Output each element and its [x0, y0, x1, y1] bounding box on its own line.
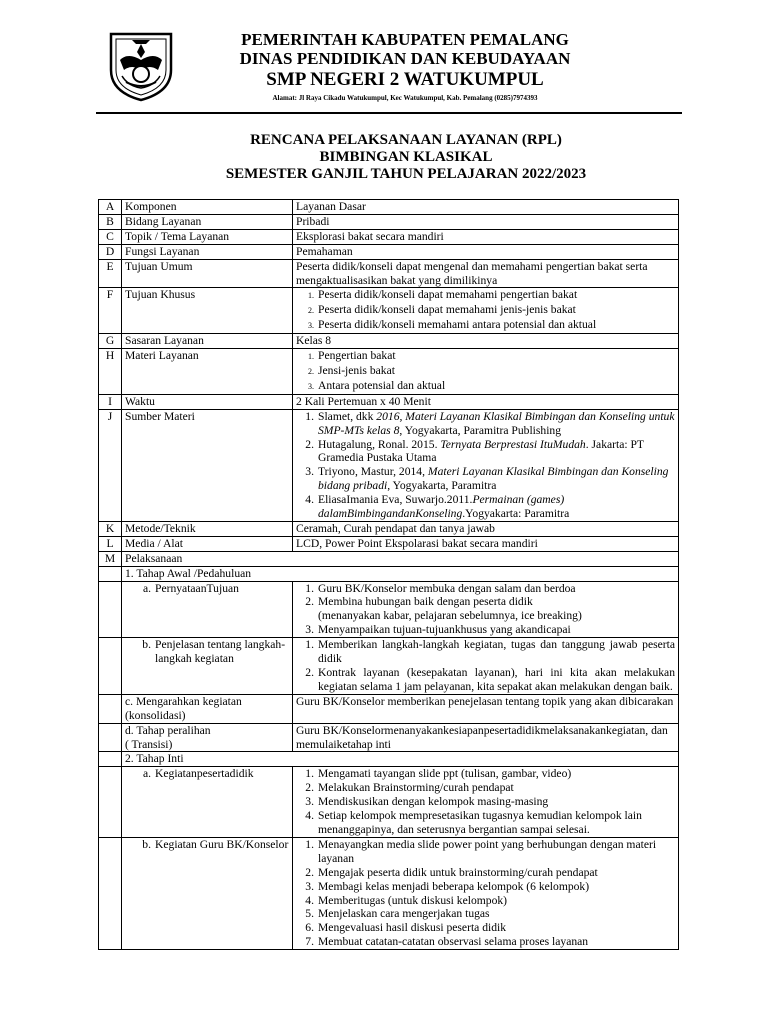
table-row	[99, 409, 679, 521]
list-item	[296, 880, 675, 894]
row-code: G	[99, 334, 122, 349]
table-row	[99, 723, 679, 752]
step-items	[293, 581, 679, 638]
reference-item	[296, 493, 675, 521]
list-text: Membagi kelas menjadi beberapa kelompok (6 kelompok)	[318, 879, 590, 893]
list-item	[296, 767, 675, 781]
step-label-text: Kegiatan Guru BK/Konselor	[155, 837, 289, 851]
list-number: 1.	[305, 638, 314, 652]
list-item	[296, 907, 675, 921]
list-text: Pengertian bakat	[318, 349, 396, 363]
rpl-table	[98, 199, 679, 950]
row-label: Pelaksanaan	[122, 551, 679, 566]
table-row	[99, 229, 679, 244]
list-number: 2.	[308, 366, 314, 376]
list-number: 2.	[305, 781, 314, 795]
row-value: Peserta didik/konseli dapat mengenal dan memahami pengertian bakat serta mengaktualisasikan bakat yang dimilikinya	[293, 259, 679, 288]
letterhead-line1: PEMERINTAH KABUPATEN PEMALANG	[241, 30, 569, 49]
list-number: 4.	[305, 493, 314, 507]
title-line3: SEMESTER GANJIL TAHUN PELAJARAN 2022/2023	[225, 166, 587, 182]
list-item	[296, 838, 675, 866]
row-label: Tujuan Khusus	[122, 288, 293, 334]
row-label: Media / Alat	[122, 536, 293, 551]
list-item	[296, 609, 675, 623]
step-label-text: PernyataanTujuan	[155, 581, 239, 595]
table-row	[99, 259, 679, 288]
list-text: Kontrak layanan (kesepakatan layanan), hari ini kita akan melakukan kegiatan selama 1 jam pelayanan, kita sepakat akan melakukan dengan baik.	[318, 666, 675, 693]
title-line2: BIMBINGAN KLASIKAL	[319, 149, 493, 165]
step-label-text: Penjelasan tentang langkah-langkah kegiatan	[155, 638, 286, 666]
row-value: Kelas 8	[293, 334, 679, 349]
table-row	[99, 694, 679, 723]
step-label	[122, 694, 293, 723]
reference-item	[296, 438, 675, 466]
step-items	[293, 767, 679, 838]
list-item	[296, 921, 675, 935]
reference-publisher: , Yogyakarta, Paramitra	[387, 479, 497, 493]
row-value	[293, 349, 679, 395]
table-row	[99, 536, 679, 551]
row-value	[293, 409, 679, 521]
reference-title: Materi Layanan Klasikal Bimbingan dan Konseling bidang pribadi	[318, 465, 669, 493]
row-code: B	[99, 214, 122, 229]
row-code: L	[99, 536, 122, 551]
list-text: Jensi-jenis bakat	[318, 363, 395, 377]
row-code: J	[99, 409, 122, 521]
list-text: (menanyakan kabar, pelajaran sebelumnya, ice breaking)	[318, 609, 582, 623]
reference-author: Hutagalung, Ronal. 2015.	[318, 437, 441, 451]
table-row	[99, 200, 679, 215]
step-label-item	[125, 838, 289, 852]
row-label: Materi Layanan	[122, 349, 293, 395]
list-item	[296, 364, 675, 379]
list-number: 1.	[308, 291, 314, 301]
phase-heading: 1. Tahap Awal /Pedahuluan	[122, 566, 679, 581]
letterhead-line2: DINAS PENDIDIKAN DAN KEBUDAYAAN	[239, 49, 571, 68]
list-number	[296, 609, 318, 623]
table-row	[99, 837, 679, 949]
title-line1: RENCANA PELAKSANAAN LAYANAN (RPL)	[250, 132, 562, 148]
list-number: 3.	[308, 321, 314, 331]
row-value	[293, 288, 679, 334]
table-row	[99, 581, 679, 638]
list-number: 3.	[305, 879, 314, 893]
step-label-item	[125, 767, 289, 781]
list-number: 2.	[305, 437, 314, 451]
list-number: 1.	[305, 837, 314, 851]
list-item	[296, 666, 675, 694]
letterhead	[180, 30, 630, 102]
list-text: Mengajak peserta didik untuk brainstorming/curah pendapat	[318, 865, 598, 879]
list-number: 3.	[305, 795, 314, 809]
table-row	[99, 521, 679, 536]
list-item	[296, 894, 675, 908]
step-label	[122, 638, 293, 695]
row-value: LCD, Power Point Ekspolarasi bakat secara mandiri	[293, 536, 679, 551]
list-text: Antara potensial dan aktual	[318, 378, 446, 392]
reference-item	[296, 410, 675, 438]
list-number: 2.	[305, 595, 314, 609]
step-label	[122, 581, 293, 638]
step-items	[293, 638, 679, 695]
list-text: Peserta didik/konseli memahami antara potensial dan aktual	[318, 318, 597, 332]
list-number: 5.	[305, 907, 314, 921]
row-code: D	[99, 244, 122, 259]
step-value: Guru BK/Konselor memberikan penejelasan tentang topik yang akan dibicarakan	[293, 694, 679, 723]
list-item	[296, 288, 675, 303]
list-text: Mendiskusikan dengan kelompok masing-masing	[318, 795, 549, 809]
table-row	[99, 638, 679, 695]
reference-author: EliasaImania Eva, Suwarjo.2011.	[318, 493, 473, 507]
list-text: Guru BK/Konselor membuka dengan salam dan berdoa	[318, 581, 576, 595]
list-text: Melakukan Brainstorming/curah pendapat	[318, 781, 514, 795]
table-row	[99, 551, 679, 566]
reference-text	[318, 465, 675, 493]
step-label-item	[125, 582, 289, 596]
list-text: Setiap kelompok mempresetasikan tugasnya kemudian kelompok lain menanggapinya, dan seterusnya bergantian sampai selesai.	[318, 809, 642, 836]
row-value: Pemahaman	[293, 244, 679, 259]
list-item	[296, 349, 675, 364]
list-text: Mengamati tayangan slide ppt (tulisan, gambar, video)	[318, 767, 572, 781]
list-item	[296, 866, 675, 880]
list-number: 7.	[305, 935, 314, 949]
list-item	[296, 595, 675, 609]
step-label	[122, 767, 293, 838]
list-number: 1.	[305, 767, 314, 781]
step-items	[293, 837, 679, 949]
row-label: Bidang Layanan	[122, 214, 293, 229]
step-label-text: c. Mengarahkan kegiatan (konsolidasi)	[125, 694, 242, 722]
row-label: Topik / Tema Layanan	[122, 229, 293, 244]
row-code: H	[99, 349, 122, 395]
list-item	[296, 623, 675, 637]
list-text: Menayangkan media slide power point yang berhubungan dengan materi layanan	[318, 837, 657, 865]
list-item	[296, 795, 675, 809]
reference-item	[296, 465, 675, 493]
letterhead-school-name: SMP NEGERI 2 WATUKUMPUL	[266, 69, 544, 90]
list-text: Membina hubungan baik dengan peserta didik	[318, 595, 533, 609]
list-number: a.	[142, 581, 151, 595]
reference-title: Ternyata Berprestasi ItuMudah	[440, 437, 586, 451]
row-label: Fungsi Layanan	[122, 244, 293, 259]
list-number: b.	[142, 837, 151, 851]
row-label: Sasaran Layanan	[122, 334, 293, 349]
table-row	[99, 334, 679, 349]
table-row	[99, 394, 679, 409]
list-number: b.	[142, 638, 151, 652]
step-label	[122, 723, 293, 752]
list-number: 2.	[305, 865, 314, 879]
row-code: M	[99, 551, 122, 566]
table-row	[99, 288, 679, 334]
list-item	[296, 638, 675, 666]
list-number: a.	[142, 767, 151, 781]
row-value: Layanan Dasar	[293, 200, 679, 215]
list-item	[296, 318, 675, 333]
row-code: K	[99, 521, 122, 536]
reference-publisher: . Jakarta: PT Gramedia Pustaka Utama	[318, 437, 644, 465]
row-value: Pribadi	[293, 214, 679, 229]
row-code: I	[99, 394, 122, 409]
row-label: Tujuan Umum	[122, 259, 293, 288]
table-row	[99, 767, 679, 838]
list-number: 1.	[305, 581, 314, 595]
table-row	[99, 214, 679, 229]
list-text: Mengevaluasi hasil diskusi peserta didik	[318, 921, 507, 935]
list-number: 1.	[308, 352, 314, 362]
row-code: A	[99, 200, 122, 215]
letterhead-address: Alamat: Jl Raya Cikadu Watukumpul, Kec Watukumpul, Kab. Pemalang (0285)7974393	[272, 94, 538, 102]
row-label: Sumber Materi	[122, 409, 293, 521]
step-value: Guru BK/Konselormenanyakankesiapanpesertadidikmelaksanakankegiatan, danmemulaiketahap inti	[293, 723, 679, 752]
list-text: Menyampaikan tujuan-tujuankhusus yang akandicapai	[318, 623, 571, 637]
list-item	[296, 582, 675, 596]
list-number: 2.	[308, 306, 314, 316]
row-value: Eksplorasi bakat secara mandiri	[293, 229, 679, 244]
letterhead-divider	[96, 112, 682, 114]
list-text: Peserta didik/konseli dapat memahami pengertian bakat	[318, 288, 578, 302]
step-label-item	[125, 638, 289, 666]
list-number: 3.	[305, 623, 314, 637]
row-value: Ceramah, Curah pendapat dan tanya jawab	[293, 521, 679, 536]
reference-title: Permainan (games) dalamBimbingandanKonseling	[318, 493, 565, 521]
table-row	[99, 752, 679, 767]
row-label: Waktu	[122, 394, 293, 409]
list-number: 4.	[305, 893, 314, 907]
reference-author: Slamet, dkk	[318, 409, 377, 423]
reference-text	[318, 410, 675, 438]
row-label: Metode/Teknik	[122, 521, 293, 536]
document-title	[96, 132, 716, 183]
list-number: 6.	[305, 921, 314, 935]
step-label-text: d. Tahap peralihan	[125, 723, 211, 737]
list-item	[296, 303, 675, 318]
list-number: 4.	[305, 809, 314, 823]
list-number: 3.	[308, 381, 314, 391]
reference-publisher: .Yogyakarta: Paramitra	[462, 507, 570, 521]
regency-emblem-logo	[106, 30, 176, 102]
list-number: 2.	[305, 666, 314, 679]
row-code: E	[99, 259, 122, 288]
list-item	[296, 379, 675, 394]
row-code: F	[99, 288, 122, 334]
table-row	[99, 349, 679, 395]
list-item	[296, 809, 675, 837]
list-text: Membuat catatan-catatan observasi selama proses layanan	[318, 935, 589, 949]
phase-heading: 2. Tahap Inti	[122, 752, 679, 767]
reference-title: 2016, Materi Layanan Klasikal Bimbingan dan Konseling untuk SMP-MTs kelas 8	[318, 409, 675, 437]
reference-text	[318, 438, 675, 466]
reference-author: Triyono, Mastur, 2014,	[318, 465, 428, 479]
list-item	[296, 781, 675, 795]
row-label: Komponen	[122, 200, 293, 215]
list-number: 3.	[305, 465, 314, 479]
row-value: 2 Kali Pertemuan x 40 Menit	[293, 394, 679, 409]
step-label-text: ( Transisi)	[125, 737, 173, 751]
table-row	[99, 244, 679, 259]
list-text: Menjelaskan cara mengerjakan tugas	[318, 907, 490, 921]
row-code: C	[99, 229, 122, 244]
list-number: 1.	[305, 409, 314, 423]
reference-text	[318, 493, 675, 521]
reference-publisher: , Yogyakarta, Paramitra Publishing	[399, 423, 562, 437]
list-text: Memberitugas (untuk diskusi kelompok)	[318, 893, 508, 907]
list-text: Peserta didik/konseli dapat memahami jenis-jenis bakat	[318, 303, 576, 317]
table-row	[99, 566, 679, 581]
list-text: Memberikan langkah-langkah kegiatan, tugas dan tanggung jawab peserta didik	[318, 638, 675, 666]
list-item	[296, 935, 675, 949]
step-label-text: Kegiatanpesertadidik	[155, 767, 254, 781]
step-label	[122, 837, 293, 949]
